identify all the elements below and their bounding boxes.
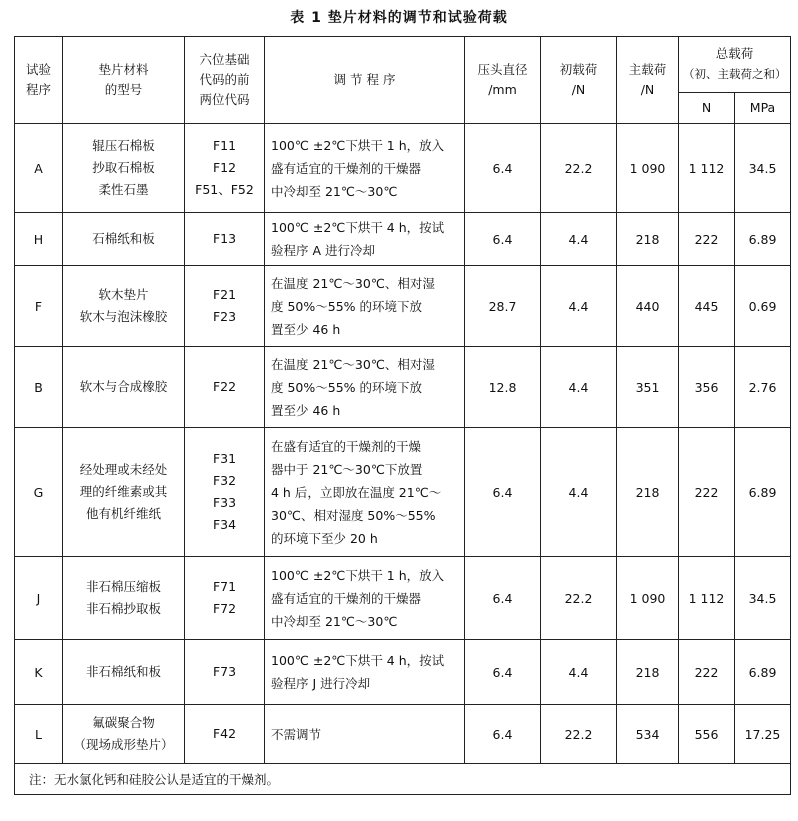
- cell-total-mpa: 17.25: [735, 705, 791, 764]
- cell-diameter: 6.4: [465, 213, 541, 266]
- cell-program: G: [15, 428, 63, 557]
- cell-program: F: [15, 266, 63, 347]
- cell-procedure: 在盛有适宜的干燥剂的干燥 器中于 21℃～30℃下放置 4 h 后，立即放在温度 21℃～ 30℃、相对湿度 50%～55% 的环境下至少 20 h: [265, 428, 465, 557]
- cell-total-mpa: 6.89: [735, 640, 791, 705]
- header-row-1: [15, 37, 791, 93]
- cell-diameter: 6.4: [465, 124, 541, 213]
- header-material: 垫片材料 的型号: [63, 37, 185, 124]
- cell-program: L: [15, 705, 63, 764]
- table-row: [15, 213, 791, 266]
- cell-diameter: 6.4: [465, 705, 541, 764]
- cell-main-load: 218: [617, 213, 679, 266]
- cell-program: B: [15, 347, 63, 428]
- table-row: [15, 124, 791, 213]
- cell-diameter: 6.4: [465, 640, 541, 705]
- cell-diameter: 12.8: [465, 347, 541, 428]
- cell-program: A: [15, 124, 63, 213]
- header-procedure: 调 节 程 序: [265, 37, 465, 124]
- cell-material: 软木垫片 软木与泡沫橡胶: [63, 266, 185, 347]
- header-main-load: 主载荷 /N: [617, 37, 679, 124]
- header-program: 试验 程序: [15, 37, 63, 124]
- cell-procedure: 在温度 21℃～30℃、相对湿 度 50%～55% 的环境下放 置至少 46 h: [265, 347, 465, 428]
- cell-total-mpa: 2.76: [735, 347, 791, 428]
- cell-total-n: 356: [679, 347, 735, 428]
- cell-code: F73: [185, 640, 265, 705]
- header-total-load: 总载荷 （初、主载荷之和）: [679, 37, 791, 93]
- cell-main-load: 1 090: [617, 557, 679, 640]
- load-table: [14, 36, 791, 795]
- cell-initial-load: 4.4: [541, 640, 617, 705]
- cell-main-load: 218: [617, 428, 679, 557]
- cell-material: 非石棉压缩板 非石棉抄取板: [63, 557, 185, 640]
- cell-main-load: 1 090: [617, 124, 679, 213]
- cell-initial-load: 4.4: [541, 428, 617, 557]
- cell-diameter: 6.4: [465, 557, 541, 640]
- cell-procedure: 100℃ ±2℃下烘干 4 h，按试 验程序 J 进行冷却: [265, 640, 465, 705]
- header-total-mpa: MPa: [735, 92, 791, 123]
- cell-main-load: 534: [617, 705, 679, 764]
- cell-total-mpa: 6.89: [735, 428, 791, 557]
- note-row: [15, 764, 791, 795]
- cell-initial-load: 22.2: [541, 124, 617, 213]
- header-diameter: 压头直径 /mm: [465, 37, 541, 124]
- cell-total-n: 445: [679, 266, 735, 347]
- table-note: 注：无水氯化钙和硅胶公认是适宜的干燥剂。: [15, 764, 791, 795]
- cell-initial-load: 22.2: [541, 557, 617, 640]
- cell-total-n: 222: [679, 428, 735, 557]
- header-code: 六位基础 代码的前 两位代码: [185, 37, 265, 124]
- table-row: [15, 640, 791, 705]
- cell-total-n: 1 112: [679, 557, 735, 640]
- cell-material: 经处理或未经处 理的纤维素或其 他有机纤维纸: [63, 428, 185, 557]
- cell-initial-load: 4.4: [541, 266, 617, 347]
- cell-procedure: 100℃ ±2℃下烘干 1 h，放入 盛有适宜的干燥剂的干燥器 中冷却至 21℃～30℃: [265, 557, 465, 640]
- cell-procedure: 100℃ ±2℃下烘干 4 h，按试 验程序 A 进行冷却: [265, 213, 465, 266]
- cell-material: 非石棉纸和板: [63, 640, 185, 705]
- cell-total-mpa: 0.69: [735, 266, 791, 347]
- cell-code: F13: [185, 213, 265, 266]
- cell-material: 氟碳聚合物 （现场成形垫片）: [63, 705, 185, 764]
- table-row: [15, 266, 791, 347]
- cell-total-n: 556: [679, 705, 735, 764]
- cell-total-mpa: 6.89: [735, 213, 791, 266]
- table-row: [15, 428, 791, 557]
- table-row: [15, 557, 791, 640]
- cell-diameter: 28.7: [465, 266, 541, 347]
- cell-initial-load: 4.4: [541, 213, 617, 266]
- cell-code: F21 F23: [185, 266, 265, 347]
- cell-initial-load: 4.4: [541, 347, 617, 428]
- cell-code: F22: [185, 347, 265, 428]
- cell-diameter: 6.4: [465, 428, 541, 557]
- cell-main-load: 218: [617, 640, 679, 705]
- cell-program: K: [15, 640, 63, 705]
- header-total-n: N: [679, 92, 735, 123]
- cell-procedure: 100℃ ±2℃下烘干 1 h，放入 盛有适宜的干燥剂的干燥器 中冷却至 21℃～30℃: [265, 124, 465, 213]
- cell-main-load: 440: [617, 266, 679, 347]
- cell-initial-load: 22.2: [541, 705, 617, 764]
- cell-material: 辊压石棉板 抄取石棉板 柔性石墨: [63, 124, 185, 213]
- cell-procedure: 不需调节: [265, 705, 465, 764]
- table-row: [15, 347, 791, 428]
- cell-material: 软木与合成橡胶: [63, 347, 185, 428]
- cell-code: F31 F32 F33 F34: [185, 428, 265, 557]
- cell-code: F11 F12 F51、F52: [185, 124, 265, 213]
- cell-code: F42: [185, 705, 265, 764]
- cell-total-mpa: 34.5: [735, 124, 791, 213]
- cell-total-mpa: 34.5: [735, 557, 791, 640]
- table-title: 表 1 垫片材料的调节和试验荷载: [290, 10, 508, 26]
- cell-procedure: 在温度 21℃～30℃、相对湿 度 50%～55% 的环境下放 置至少 46 h: [265, 266, 465, 347]
- cell-material: 石棉纸和板: [63, 213, 185, 266]
- cell-program: J: [15, 557, 63, 640]
- cell-main-load: 351: [617, 347, 679, 428]
- cell-total-n: 1 112: [679, 124, 735, 213]
- cell-total-n: 222: [679, 213, 735, 266]
- header-initial-load: 初载荷 /N: [541, 37, 617, 124]
- cell-total-n: 222: [679, 640, 735, 705]
- cell-program: H: [15, 213, 63, 266]
- cell-code: F71 F72: [185, 557, 265, 640]
- table-row: [15, 705, 791, 764]
